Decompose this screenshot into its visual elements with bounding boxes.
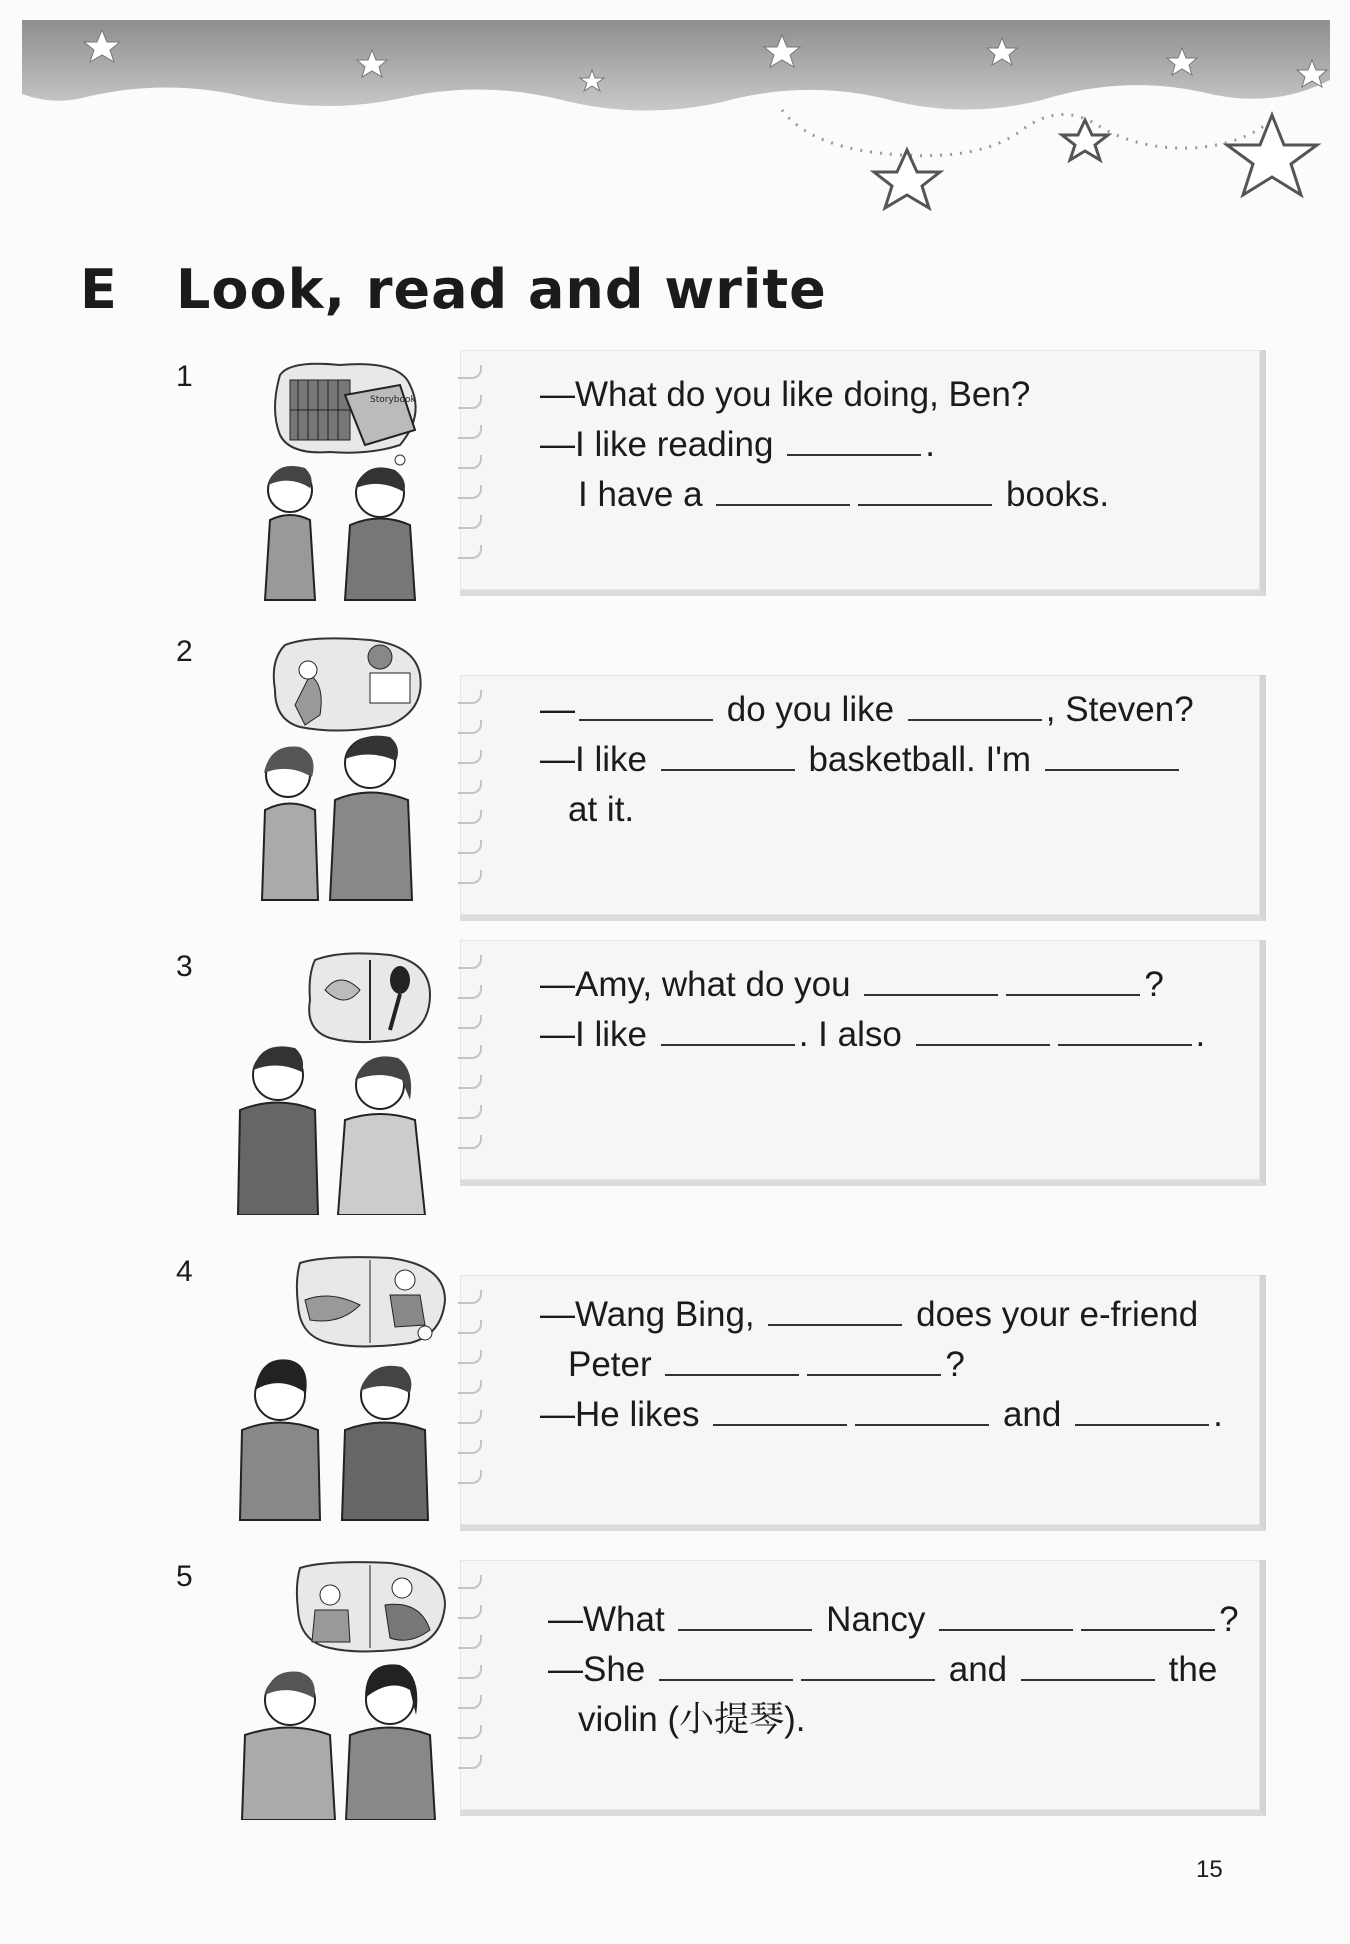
notebook-rings [454,940,496,1180]
exercise-item-3 [170,950,1270,1210]
illustration-swimming-football [230,1255,450,1525]
answer-blank[interactable] [659,1649,793,1681]
illustration-basketball [230,635,430,905]
item-number: 4 [176,1255,193,1288]
answer-blank[interactable] [807,1344,941,1376]
book-label: Storybook [370,395,416,405]
dialogue-line: —What do you like doing, Ben? [540,375,1031,414]
answer-blank[interactable] [1045,739,1179,771]
notebook-rings [454,675,496,915]
answer-blank[interactable] [579,689,713,721]
answer-blank[interactable] [787,424,921,456]
answer-blank[interactable] [1081,1599,1215,1631]
answer-blank[interactable] [768,1294,902,1326]
dialogue-line: —She and the [548,1650,1218,1689]
answer-blank[interactable] [916,1014,1050,1046]
item-number: 5 [176,1560,193,1593]
answer-blank[interactable] [939,1599,1073,1631]
section-title: Look, read and write [176,258,827,321]
notebook-rings [454,350,496,590]
dialogue-line: —What Nancy ? [548,1600,1239,1639]
answer-blank[interactable] [908,689,1042,721]
exercise-item-2 [170,635,1270,915]
answer-blank[interactable] [855,1394,989,1426]
answer-card-3 [460,940,1266,1186]
notebook-rings [454,1275,496,1525]
answer-card-5 [460,1560,1266,1816]
illustration-drawing-violin [230,1560,450,1820]
item-number: 2 [176,635,193,668]
dialogue-line: —Amy, what do you ? [540,965,1164,1004]
answer-blank[interactable] [678,1599,812,1631]
answer-blank[interactable] [801,1649,935,1681]
answer-card-1 [460,350,1266,596]
answer-blank[interactable] [864,964,998,996]
dialogue-line: —Wang Bing, does your e-friend [540,1295,1199,1334]
dialogue-line: violin (小提琴). [578,1700,806,1739]
answer-blank[interactable] [665,1344,799,1376]
answer-blank[interactable] [661,739,795,771]
dialogue-line: —I like basketball. I'm [540,735,1183,785]
dialogue-line: I have a books. [578,475,1110,514]
star-outline-icon [874,150,940,208]
answer-blank[interactable] [661,1014,795,1046]
section-heading [80,258,827,321]
item-number: 3 [176,950,193,983]
dialogue-line: Peter ? [568,1345,965,1384]
dialogue-line: —I like reading . [540,425,935,464]
dialogue-line: —I like . I also . [540,1015,1206,1054]
answer-blank[interactable] [1006,964,1140,996]
section-letter: E [80,258,118,321]
answer-blank[interactable] [1058,1014,1192,1046]
dialogue-line: —He likes and . [540,1395,1223,1434]
answer-blank[interactable] [1021,1649,1155,1681]
page-number: 15 [1196,1856,1223,1883]
notebook-rings [454,1560,496,1810]
answer-card-2 [460,675,1266,921]
illustration-reading-children [230,360,430,605]
star-outline-icon [1227,115,1317,195]
answer-blank[interactable] [716,474,850,506]
answer-blank[interactable] [713,1394,847,1426]
illustration-dancing-singing [230,950,440,1215]
answer-blank[interactable] [1075,1394,1209,1426]
exercise-item-5 [170,1560,1270,1830]
dialogue-line: — do you like , Steven? [540,690,1194,729]
answer-blank[interactable] [858,474,992,506]
exercise-item-1 [170,360,1270,610]
star-banner [22,20,1330,220]
exercise-item-4 [170,1255,1270,1525]
dialogue-line: at it. [568,790,635,829]
item-number: 1 [176,360,193,393]
answer-card-4 [460,1275,1266,1531]
